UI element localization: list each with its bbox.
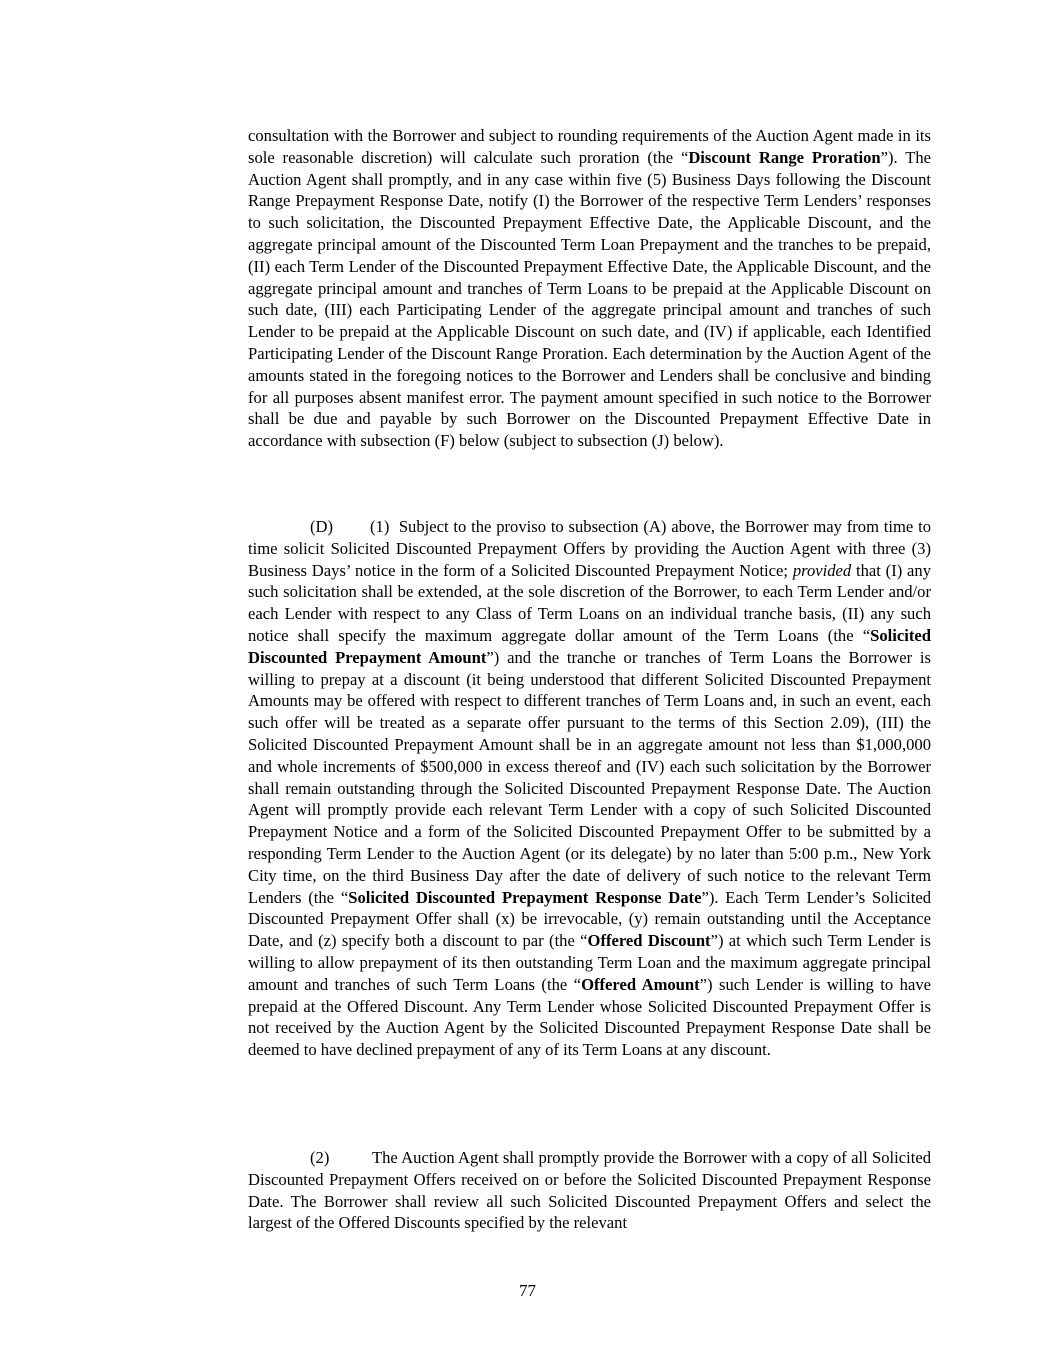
text-run: ”). Each Term Lender’s Solicited Discounted Prepayment Offer shall (x) be irrevocable, (y) remain outstanding until the Acceptance Date, and (z) specify both a discount to par (the “ <box>248 887 932 951</box>
paragraph-text <box>248 125 931 452</box>
text-run: Subject to the proviso to subsection (A) above, the Borrower may from time to time solicit Solicited Discounted Prepayment Offers by providing the Auction Agent with three (3) Business Days’ notice in the form of a Solicited Discounted Prepayment Notice; <box>248 517 932 580</box>
text-run: that (I) any such solicitation shall be extended, at the sole discretion of the Borrower, to each Term Lender and/or each Lender with respect to any Class of Term Loans on an individual tranche basis, (II) any such notice shall specify the maximum aggregate dollar amount of the Term Loans (the “ <box>248 560 931 645</box>
subsection-label-2: (2) <box>310 1148 330 1167</box>
text-run: The Auction Agent shall promptly provide the Borrower with a copy of all Solicited Discounted Prepayment Offers received on or before the Solicited Discounted Prepayment Response Date. The Borrower shall review all such Solicited Discounted Prepayment Offers and select the largest of the Offered Discounts specified by the relevant <box>248 1148 931 1233</box>
paragraph-d <box>248 516 931 1061</box>
defined-term-response-date: Solicited Discounted Prepayment Response Date <box>348 887 702 907</box>
defined-term-offered-amount: Offered Amount <box>581 974 700 994</box>
subsection-label-1: (1) <box>370 517 390 536</box>
text-run: ”) at which such Term Lender is willing to allow prepayment of its then outstanding Term Loan and the maximum aggregate principal amount and tranches of such Term Loans (the “ <box>248 931 931 994</box>
defined-term-discount-range-proration: Discount Range Proration <box>688 147 881 167</box>
paragraph-text <box>248 516 931 1061</box>
text-run: ”) such Lender is willing to have prepaid at the Offered Discount. Any Term Lender whose Solicited Discounted Prepayment Offer is not received by the Auction Agent by the Solicited Discounted Prepayment Response Date shall be deemed to have declined prepayment of any of its Term Loans at any discount. <box>248 974 931 1060</box>
proviso-term: provided <box>792 560 852 580</box>
page-number: 77 <box>519 1281 536 1300</box>
paragraph-c-continuation <box>248 125 931 452</box>
paragraph-d-2 <box>248 1147 931 1234</box>
text-run: ”). The Auction Agent shall promptly, and in any case within five (5) Business Days following the Discount Range Prepayment Response Date, notify (I) the Borrower of the respective Term Lenders’ responses to such solicitation, the Discounted Prepayment Effective Date, the Applicable Discount, and the aggregate principal amount of the Discounted Term Loan Prepayment and the tranches to be prepaid, (II) each Term Lender of the Discounted Prepayment Effective Date, the Applicable Discount, and the aggregate principal amount and tranches of Term Loans to be prepaid at the Applicable Discount on such date, (III) each Participating Lender of the aggregate principal amount and tranches of such Lender to be prepaid at the Applicable Discount on such date, and (IV) if applicable, each Identified Participating Lender of the Discount Range Proration. Each determination by the Auction Agent of the amounts stated in the foregoing notices to the Borrower and Lenders shall be conclusive and binding for all purposes absent manifest error. The payment amount specified in such notice to the Borrower shall be due and payable by such Borrower on the Discounted Prepayment Effective Date in accordance with subsection (F) below (subject to subsection (J) below). <box>248 147 932 451</box>
text-run: ”) and the tranche or tranches of Term Loans the Borrower is willing to prepay at a discount (it being understood that different Solicited Discounted Prepayment Amounts may be offered with respect to different tranches of Term Loans and, in such an event, each such offer will be treated as a separate offer pursuant to the terms of this Section 2.09), (III) the Solicited Discounted Prepayment Amount shall be in an aggregate amount not less than $1,000,000 and whole increments of $500,000 in excess thereof and (IV) each such solicitation by the Borrower shall remain outstanding through the Solicited Discounted Prepayment Response Date. The Auction Agent will promptly provide each relevant Term Lender with a copy of such Solicited Discounted Prepayment Notice and a form of the Solicited Discounted Prepayment Offer to be submitted by a responding Term Lender to the Auction Agent (or its delegate) by no later than 5:00 p.m., New York City time, on the third Business Day after the date of delivery of such notice to the relevant Term Lenders (the “ <box>248 647 931 907</box>
section-label-d: (D) <box>310 517 334 536</box>
text-run: consultation with the Borrower and subject to rounding requirements of the Auction Agent made in its sole reasonable discretion) will calculate such proration (the “ <box>248 126 931 167</box>
defined-term-solicited-discounted-prepayment-amount: Solicited Discounted Prepayment Amount <box>248 625 931 667</box>
paragraph-text <box>248 1147 931 1234</box>
defined-term-offered-discount: Offered Discount <box>587 931 711 951</box>
